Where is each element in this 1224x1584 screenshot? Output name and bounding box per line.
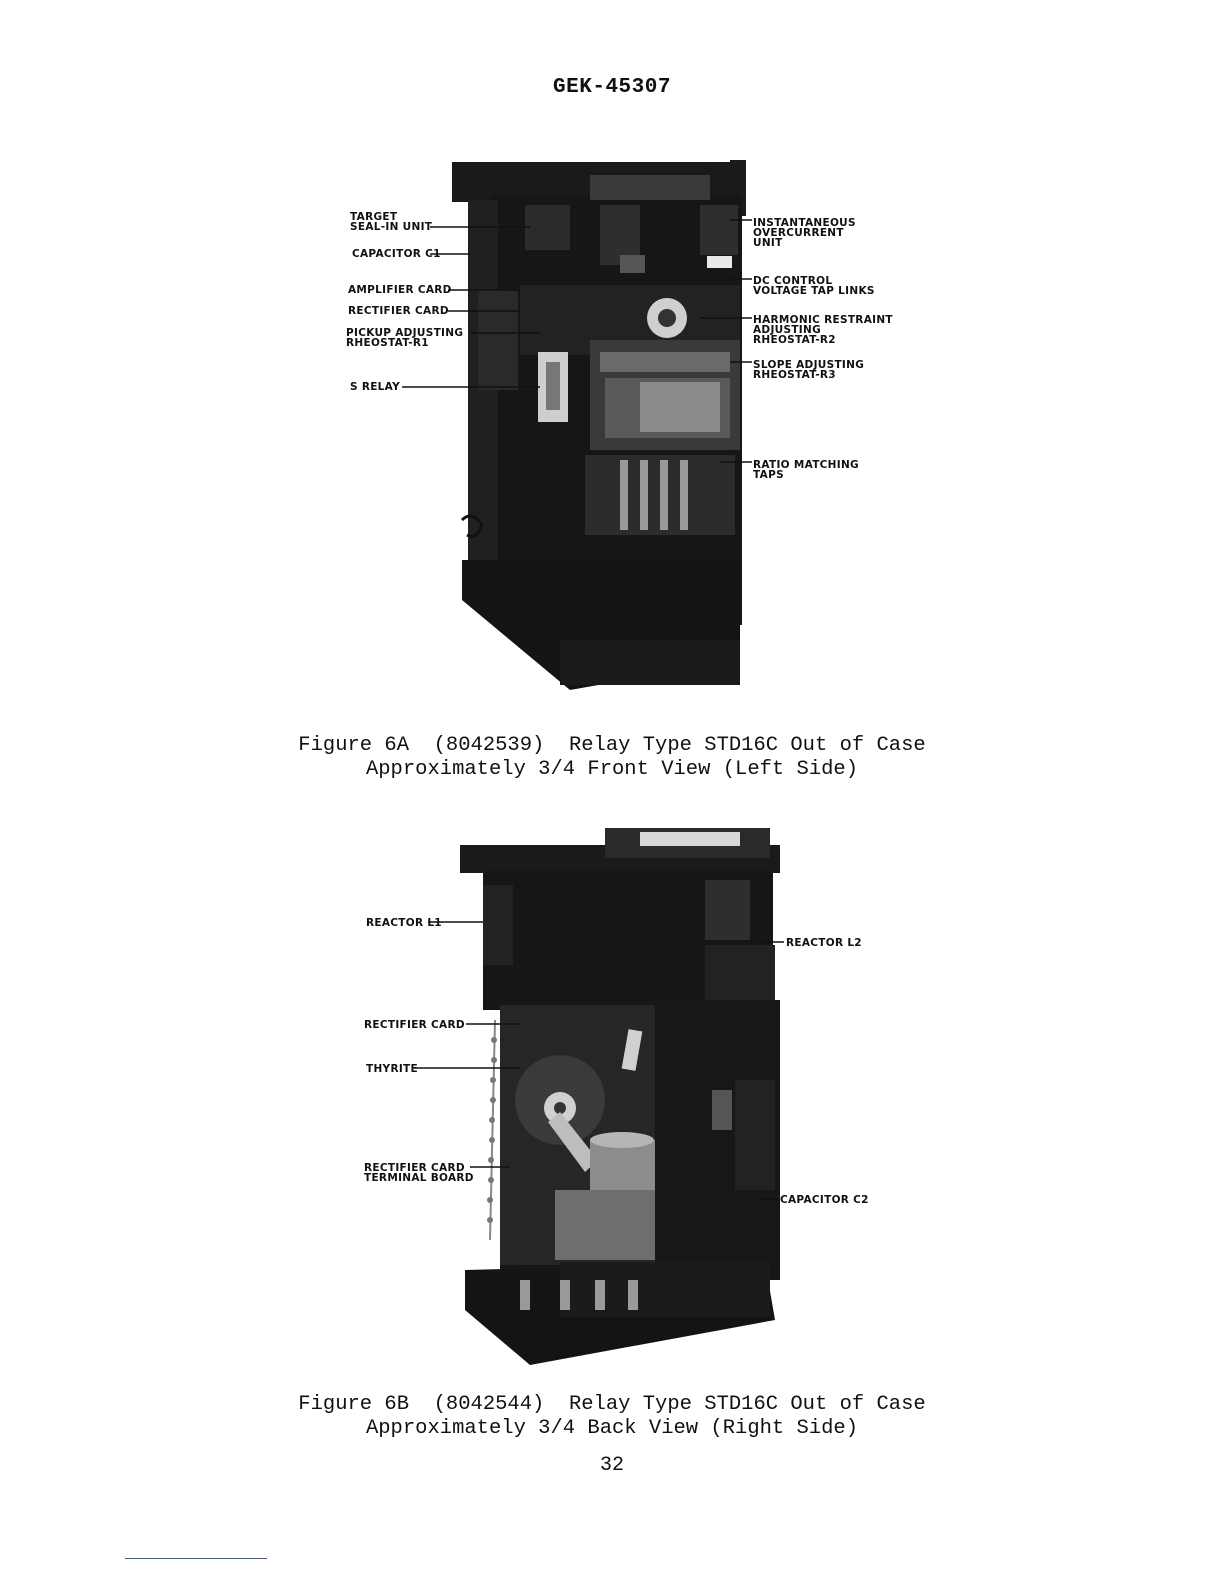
label-rectifier-card-a: RECTIFIER CARD	[348, 305, 449, 317]
figure-6a-caption-line2: Approximately 3/4 Front View (Left Side)	[365, 758, 859, 781]
label-amplifier-card: AMPLIFIER CARD	[348, 284, 452, 296]
label-ratio-matching-taps: RATIO MATCHING TAPS	[753, 459, 859, 481]
figure-6a-caption-line1: Figure 6A (8042539) Relay Type STD16C Out of Case	[298, 734, 926, 757]
label-pickup-adjusting-rheostat: PICKUP ADJUSTING RHEOSTAT-R1	[346, 327, 464, 349]
label-capacitor-c2: CAPACITOR C2	[780, 1194, 869, 1206]
label-rectifier-card-terminal-board: RECTIFIER CARD TERMINAL BOARD	[364, 1162, 474, 1184]
label-reactor-l1: REACTOR L1	[366, 917, 442, 929]
label-s-relay: S RELAY	[350, 381, 400, 393]
figure-6b-caption-line1: Figure 6B (8042544) Relay Type STD16C Out of Case	[298, 1393, 926, 1416]
document-id: GEK-45307	[553, 76, 671, 99]
footer-rule	[125, 1558, 267, 1559]
label-reactor-l2: REACTOR L2	[786, 937, 862, 949]
label-thyrite: THYRITE	[366, 1063, 418, 1075]
label-rectifier-card-b: RECTIFIER CARD	[364, 1019, 465, 1031]
figure-6b-caption-line2: Approximately 3/4 Back View (Right Side)	[365, 1417, 859, 1440]
figure-6b-caption	[0, 1393, 1224, 1441]
label-target-seal-in-unit: TARGET SEAL-IN UNIT	[350, 211, 433, 233]
label-harmonic-restraint-rheostat: HARMONIC RESTRAINT ADJUSTING RHEOSTAT-R2	[753, 314, 893, 346]
page-number: 32	[599, 1454, 624, 1477]
label-dc-control-voltage-tap-links: DC CONTROL VOLTAGE TAP LINKS	[753, 275, 875, 297]
label-capacitor-c1: CAPACITOR C1	[352, 248, 441, 260]
label-instantaneous-overcurrent-unit: INSTANTANEOUS OVERCURRENT UNIT	[753, 217, 856, 249]
label-slope-adjusting-rheostat: SLOPE ADJUSTING RHEOSTAT-R3	[753, 359, 865, 381]
